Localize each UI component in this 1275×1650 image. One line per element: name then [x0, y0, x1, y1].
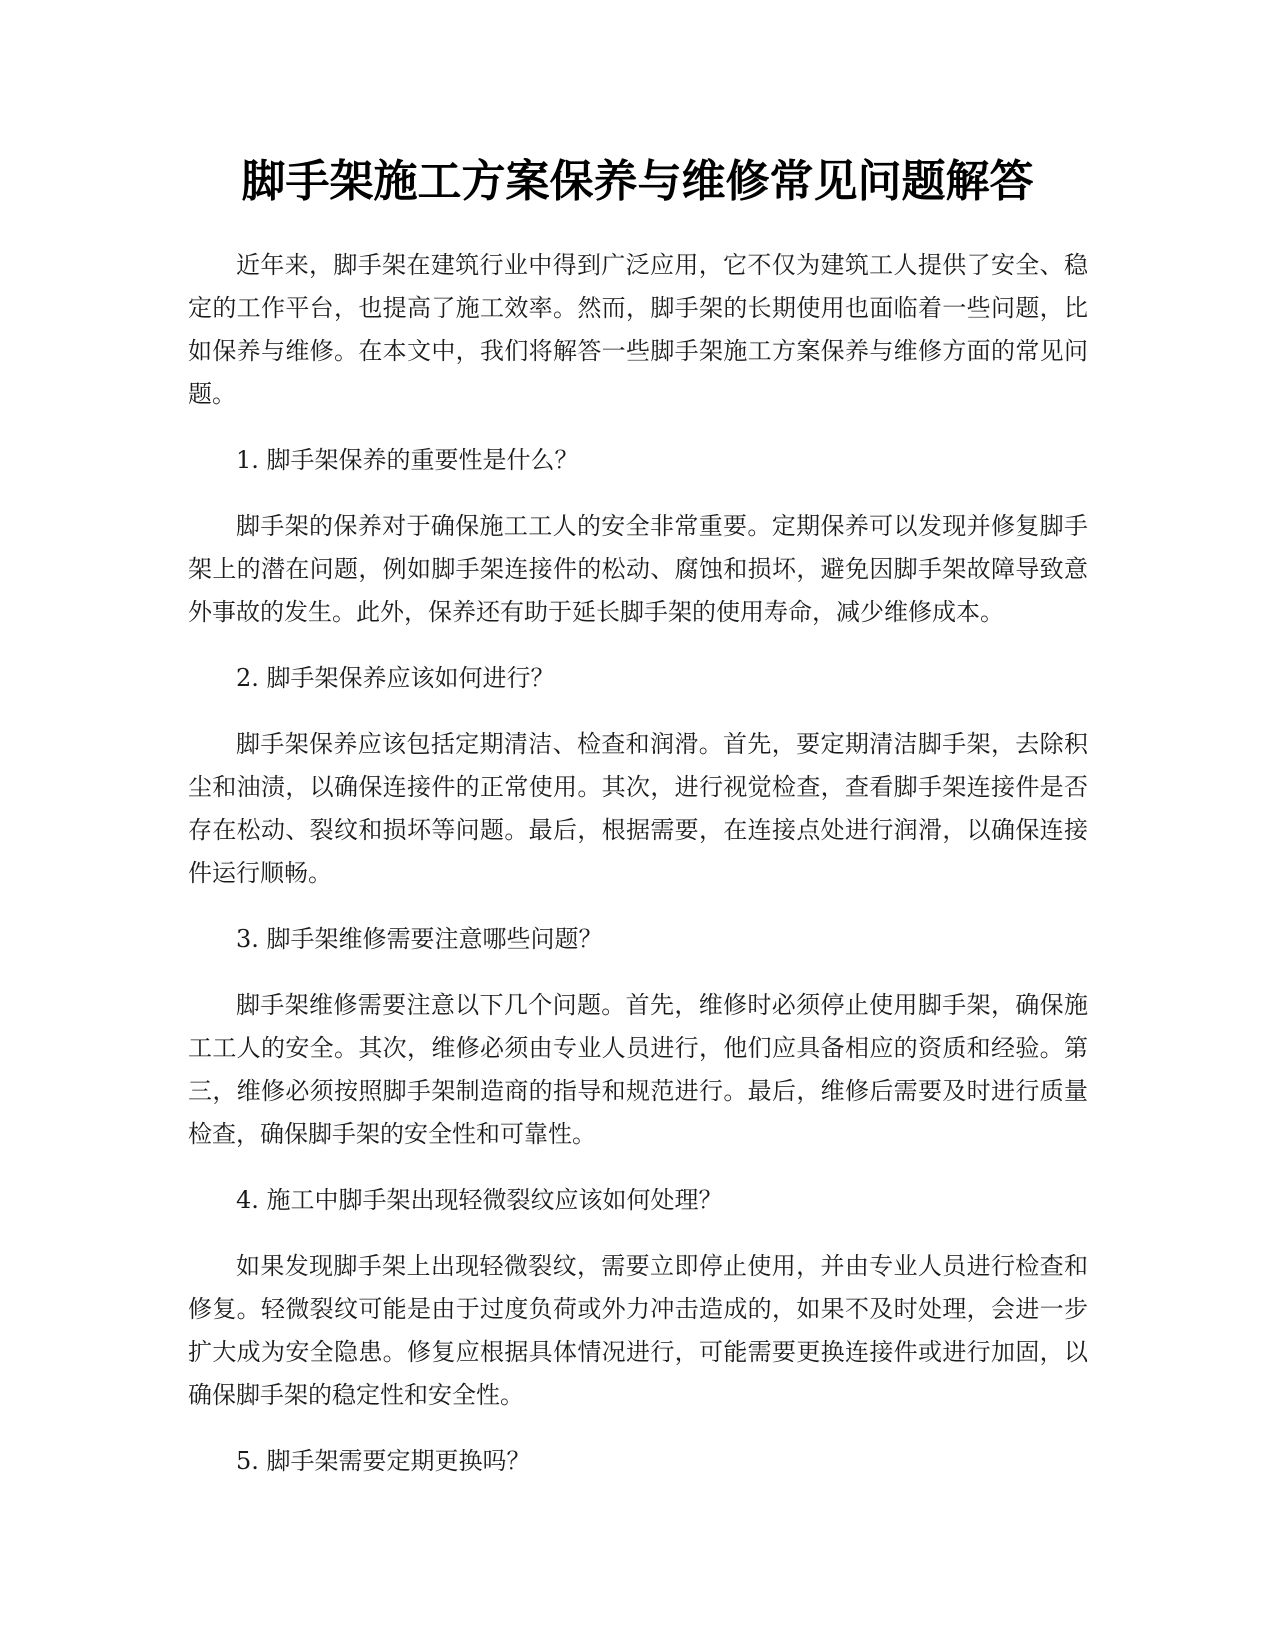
question-2: 2. 脚手架保养应该如何进行？ [236, 664, 555, 692]
answer-2: 脚手架保养应该包括定期清洁、检查和润滑。首先，要定期清洁脚手架，去除积尘和油渍，以确保连接件的正常使用。其次，进行视觉检查，查看脚手架连接件是否存在松动、裂纹和损坏等问题。最后，根据需要，在连接点处进行润滑，以确保连接件运行顺畅。 [188, 730, 1088, 887]
question-5: 5. 脚手架需要定期更换吗？ [236, 1447, 531, 1475]
document-title: 脚手架施工方案保养与维修常见问题解答 [241, 156, 1034, 207]
intro-paragraph: 近年来，脚手架在建筑行业中得到广泛应用，它不仅为建筑工人提供了安全、稳定的工作平台，也提高了施工效率。然而，脚手架的长期使用也面临着一些问题，比如保养与维修。在本文中，我们将解答一些脚手架施工方案保养与维修方面的常见问题。 [188, 251, 1088, 408]
question-4: 4. 施工中脚手架出现轻微裂纹应该如何处理？ [236, 1186, 723, 1214]
answer-4: 如果发现脚手架上出现轻微裂纹，需要立即停止使用，并由专业人员进行检查和修复。轻微裂纹可能是由于过度负荷或外力冲击造成的，如果不及时处理，会进一步扩大成为安全隐患。修复应根据具体情况进行，可能需要更换连接件或进行加固，以确保脚手架的稳定性和安全性。 [188, 1252, 1088, 1409]
document-body [188, 244, 1088, 1506]
question-1: 1. 脚手架保养的重要性是什么？ [236, 446, 579, 474]
question-3: 3. 脚手架维修需要注意哪些问题？ [236, 925, 603, 953]
answer-3: 脚手架维修需要注意以下几个问题。首先，维修时必须停止使用脚手架，确保施工工人的安全。其次，维修必须由专业人员进行，他们应具备相应的资质和经验。第三，维修必须按照脚手架制造商的指导和规范进行。最后，维修后需要及时进行质量检查，确保脚手架的安全性和可靠性。 [188, 991, 1088, 1148]
answer-1: 脚手架的保养对于确保施工工人的安全非常重要。定期保养可以发现并修复脚手架上的潜在问题，例如脚手架连接件的松动、腐蚀和损坏，避免因脚手架故障导致意外事故的发生。此外，保养还有助于延长脚手架的使用寿命，减少维修成本。 [188, 512, 1088, 626]
